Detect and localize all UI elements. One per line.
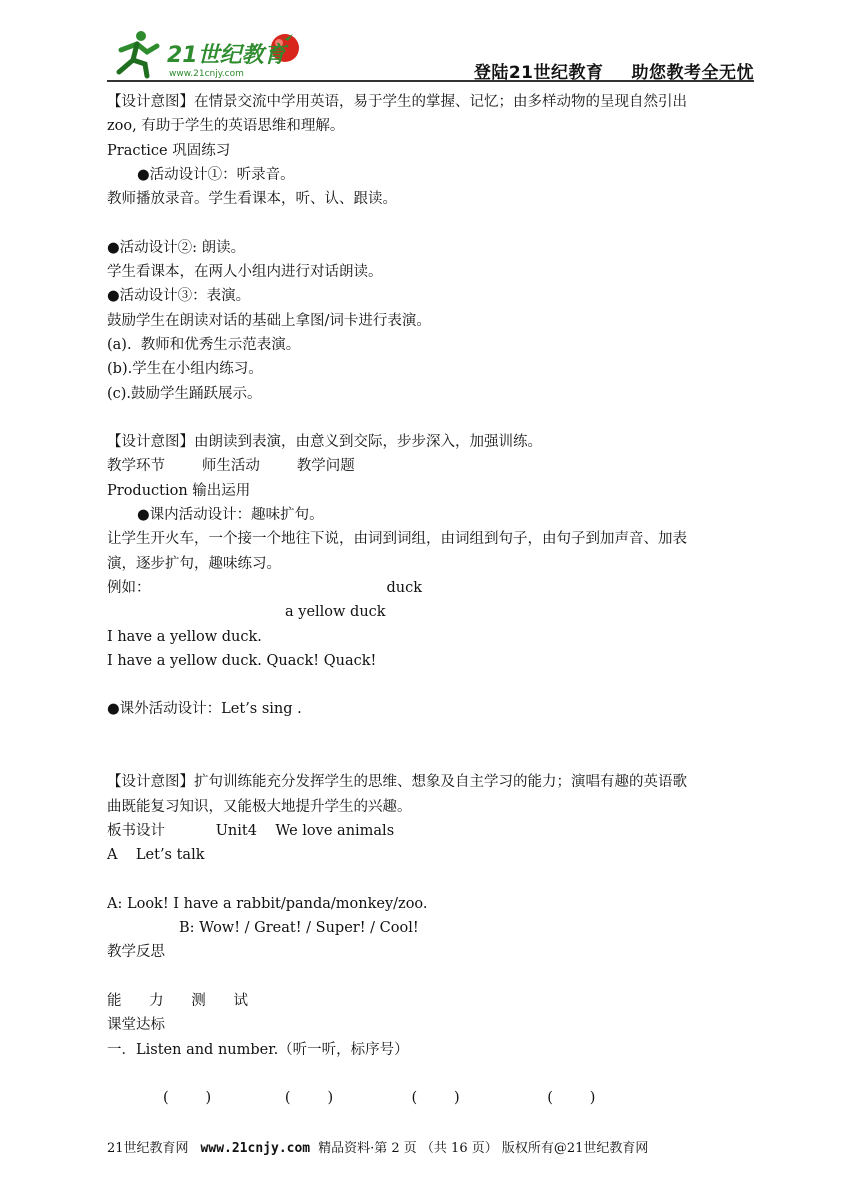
text-line-content: A: Look! I have a rabbit/panda/monkey/zoo. (107, 895, 428, 912)
footer-page-info: 精品资料·第 2 页 （共 16 页） 版权所有@21世纪教育网 (318, 1141, 649, 1156)
text-line-content: Production 输出运用 (107, 482, 251, 499)
text-line-content: ●活动设计③：表演。 (107, 288, 251, 305)
text-line (107, 989, 757, 1013)
text-line-content: B: Wow! / Great! / Super! / Cool! (179, 920, 419, 937)
text-line-content: ●课外活动设计：Let’s sing . (107, 701, 302, 718)
text-line-content: 【设计意图】由朗读到表演，由意义到交际，步步深入，加强训练。 (107, 434, 542, 451)
text-line-content: ●活动设计②: 朗读。 (107, 239, 246, 256)
header-divider (107, 80, 754, 82)
text-line-content: 板书设计 Unit4 We love animals (107, 822, 395, 839)
text-line-content: (c).鼓励学生踊跃展示。 (107, 385, 262, 402)
footer-site-name: 21世纪教育网 (107, 1141, 189, 1156)
text-line (107, 382, 757, 406)
text-line-content: 教学反思 (107, 944, 165, 961)
text-line-content: Practice 巩固练习 (107, 142, 231, 159)
text-line-content: (a). 教师和优秀生示范表演。 (107, 336, 301, 353)
text-line (107, 697, 757, 721)
text-line-content: 曲既能复习知识，又能极大地提升学生的兴趣。 (107, 798, 412, 815)
text-line (107, 139, 757, 163)
text-line (107, 1038, 757, 1062)
text-line (107, 1086, 757, 1110)
text-line (107, 673, 757, 697)
logo-url: www.21cnjy.com (169, 69, 244, 79)
text-line-content: 让学生开火车，一个接一个地往下说，由词到词组，由词组到句子，由句子到加声音、加表 (107, 531, 687, 548)
text-line (107, 357, 757, 381)
text-line (107, 940, 757, 964)
text-line-content: 一．Listen and number.（听一听，标序号） (107, 1041, 409, 1058)
text-line (107, 868, 757, 892)
text-line (107, 90, 757, 114)
text-line-content: a yellow duck (285, 604, 386, 621)
text-line (107, 819, 757, 843)
slogan-left: 登陆21世纪教育 (473, 63, 604, 83)
running-figure-icon (119, 31, 157, 76)
text-line-content: 【设计意图】在情景交流中学用英语，易于学生的掌握、记忆；由多样动物的呈现自然引出 (107, 94, 687, 110)
text-line (107, 527, 757, 551)
text-line (107, 722, 757, 746)
text-line-content: 鼓励学生在朗读对话的基础上拿图/词卡进行表演。 (107, 312, 431, 329)
text-line (107, 600, 757, 624)
text-line (107, 503, 757, 527)
text-line-content: 教师播放录音。学生看课本，听、认、跟读。 (107, 191, 397, 208)
text-line (107, 746, 757, 770)
text-line (107, 236, 757, 260)
text-line (107, 1013, 757, 1037)
page-footer (107, 1137, 757, 1156)
text-line-content: ( ) ( ) ( ) ( ) (163, 1090, 596, 1107)
text-line-content: I have a yellow duck. Quack! Quack! (107, 652, 377, 669)
text-line-content: 学生看课本，在两人小组内进行对话朗读。 (107, 264, 383, 281)
text-line-content: 课堂达标 (107, 1017, 165, 1034)
logo (107, 28, 307, 80)
text-line (107, 187, 757, 211)
text-line-content: 例如： (107, 579, 151, 596)
text-line (107, 333, 757, 357)
text-line-content: 【设计意图】扩句训练能充分发挥学生的思维、想象及自主学习的能力；演唱有趣的英语歌 (107, 774, 687, 791)
text-line (107, 406, 757, 430)
text-line (107, 795, 757, 819)
text-line (107, 114, 757, 138)
text-line-content: (b).学生在小组内练习。 (107, 361, 263, 378)
logo-text: 21世纪教育 (167, 43, 286, 68)
text-line (107, 454, 757, 478)
text-line (107, 552, 757, 576)
text-line (107, 1062, 757, 1086)
text-line (107, 892, 757, 916)
text-line-content: I have a yellow duck. (107, 628, 262, 645)
document-body (107, 90, 757, 1110)
text-line-content: 能 力 测 试 (107, 992, 248, 1009)
text-line-content: ●活动设计①：听录音。 (137, 166, 295, 183)
text-line-content: ●课内活动设计：趣味扩句。 (137, 507, 324, 524)
text-line (107, 770, 757, 794)
text-line (107, 430, 757, 454)
text-line (107, 843, 757, 867)
text-line (107, 916, 757, 940)
text-line (107, 284, 757, 308)
text-line-content: 演，逐步扩句，趣味练习。 (107, 555, 281, 572)
text-line (107, 965, 757, 989)
text-line (107, 625, 757, 649)
text-line (107, 576, 757, 600)
text-line (107, 163, 757, 187)
slogan-right: 助您教考全无忧 (631, 63, 754, 83)
page-header (107, 28, 754, 82)
text-line-content: zoo, 有助于学生的英语思维和理解。 (107, 118, 345, 135)
text-line (107, 649, 757, 673)
text-line (107, 260, 757, 284)
text-line-content: A Let’s talk (107, 847, 205, 864)
text-line (107, 309, 757, 333)
text-line-right-content: duck (386, 579, 423, 596)
text-line (107, 211, 757, 235)
text-line (107, 479, 757, 503)
footer-site-url: www.21cnjy.com (200, 1141, 311, 1156)
text-line-content: 教学环节 师生活动 教学问题 (107, 458, 355, 475)
